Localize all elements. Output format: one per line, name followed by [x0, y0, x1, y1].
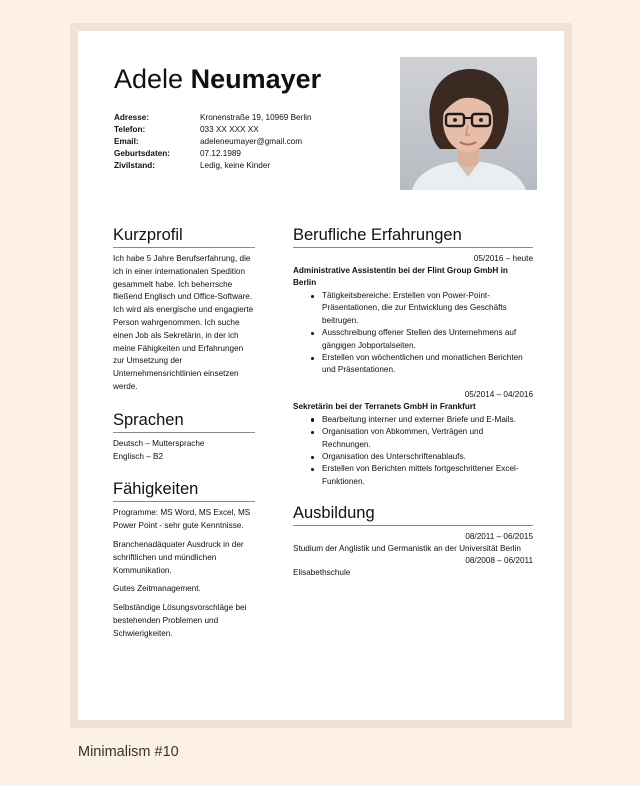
job-bullets: [293, 414, 533, 488]
info-label: Email:: [114, 137, 139, 146]
education-text: Studium der Anglistik und Germanistik an der Universität Berlin: [293, 544, 521, 554]
job-bullet: Organisation des Unterschriftenablaufs.: [293, 451, 533, 463]
job-bullet: Erstellen von Berichten mittels fortgeschrittener Excel-Funktionen.: [293, 463, 533, 488]
education-date: 08/2011 – 06/2015: [465, 532, 533, 542]
template-caption: Minimalism #10: [78, 744, 179, 760]
job-bullet: Ausschreibung offener Stellen des Unternehmens auf gängigen Jobportalseiten.: [293, 327, 533, 352]
job-bullet: Tätigkeitsbereiche: Erstellen von Power-Point-Präsentationen, die zur Entwicklung des Geschäfts beitrugen.: [293, 290, 533, 327]
job-bullets: [293, 290, 533, 377]
resume-name: [114, 62, 321, 96]
last-name: Neumayer: [190, 64, 322, 94]
info-label: Telefon:: [114, 125, 146, 134]
left-column: [113, 224, 255, 647]
info-label: Geburtsdaten:: [114, 149, 170, 158]
job-date: 05/2016 – heute: [473, 254, 533, 263]
info-row-birthdate: [114, 148, 384, 160]
info-value: Kronenstraße 19, 10969 Berlin: [200, 113, 312, 122]
right-column: [293, 224, 533, 579]
info-value: 07.12.1989: [200, 149, 241, 158]
info-row-email: [114, 136, 384, 148]
section-title-erfahrungen: Berufliche Erfahrungen: [293, 224, 533, 248]
language-item: Deutsch – Muttersprache: [113, 438, 205, 448]
info-value: 033 XX XXX XX: [200, 125, 259, 134]
education-text: Elisabethschule: [293, 568, 351, 578]
portrait-illustration: [400, 57, 537, 190]
resume-page[interactable]: [78, 31, 564, 720]
first-name: Adele: [114, 64, 184, 94]
job-bullet: Bearbeitung interner und externer Briefe und E-Mails.: [293, 414, 533, 426]
education-date: 08/2008 – 06/2011: [465, 556, 533, 566]
section-title-sprachen: Sprachen: [113, 409, 255, 433]
section-title-faehigkeiten: Fähigkeiten: [113, 478, 255, 502]
job-bullet: Organisation von Abkommen, Verträgen und Rechnungen.: [293, 426, 533, 451]
education-entry: [293, 555, 533, 579]
info-row-address: [114, 112, 384, 124]
profile-photo: [400, 57, 537, 190]
job-bullet: Erstellen von wöchentlichen und monatlichen Berichten und Präsentationen.: [293, 352, 533, 377]
skill-item: Programme: MS Word, MS Excel, MS Power Point - sehr gute Kenntnisse.: [113, 508, 251, 531]
job-role: Administrative Assistentin bei der Flint Group GmbH in Berlin: [293, 266, 508, 287]
job-date: 05/2014 – 04/2016: [464, 389, 533, 399]
job-entry: [293, 389, 533, 488]
skill-item: Selbständige Lösungsvorschläge bei bestehenden Problemen und Schwierigkeiten.: [113, 603, 247, 638]
info-row-marital-status: [114, 160, 384, 172]
section-title-ausbildung: Ausbildung: [293, 502, 533, 526]
skill-item: Branchenadäquater Ausdruck in der schriftlichen und mündlichen Kommunikation.: [113, 539, 244, 575]
job-role: Sekretärin bei der Terranets GmbH in Frankfurt: [293, 401, 476, 411]
education-entry: [293, 531, 533, 555]
info-label: Zivilstand:: [114, 161, 155, 170]
info-row-phone: [114, 124, 384, 136]
kurzprofil-text: Ich habe 5 Jahre Berufserfahrung, die ich in einer internationalen Spedition gesammelt habe. Ich beherrsche fließend Englisch und Office-Software. Ich wird als energische und engagierte Person wahrgenommen. Ich suche einen Job als Sekretärin, in der ich meine Fähigkeiten und Erfahrungen zur Umsetzung der Unternehmensrichtlinien einsetzen werde.: [113, 254, 254, 391]
info-value: adeleneumayer@gmail.com: [200, 137, 303, 146]
info-value: Ledig, keine Kinder: [200, 161, 271, 170]
job-entry: [293, 253, 533, 377]
personal-info: [114, 112, 384, 172]
section-title-kurzprofil: Kurzprofil: [113, 224, 255, 248]
info-label: Adresse:: [114, 113, 150, 122]
language-item: Englisch – B2: [113, 451, 164, 461]
skill-item: Gutes Zeitmanagement.: [113, 584, 201, 594]
